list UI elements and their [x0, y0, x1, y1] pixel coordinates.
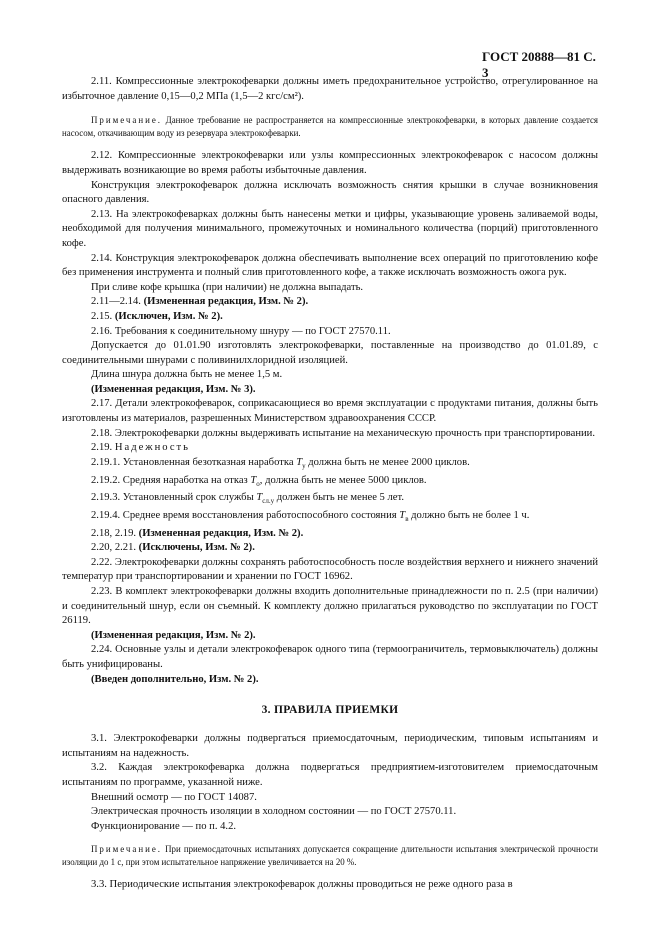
- text: , должна быть не менее 5000 циклов.: [259, 474, 427, 486]
- note-1-text: Данное требование не распространяется на компрессионные электрокофеварки, в которых давление создается насосом, откачивающим воду из резервуара электрокофеварки.: [62, 115, 598, 138]
- amend-text: (Измененная редакция, Изм. № 2).: [143, 296, 309, 308]
- clause-number: 2.20, 2.21.: [91, 542, 139, 554]
- clause-number: 2.15.: [91, 310, 115, 322]
- clause-2-19-3: [62, 491, 598, 509]
- document-body: [62, 72, 598, 892]
- clause-2-18-19-amend: [62, 527, 598, 542]
- test-function: Функционирование — по п. 4.2.: [91, 820, 237, 832]
- clause-3-2: 3.2. Каждая электрокофеварка должна подвергаться предприятием-изготовителем приемосдаточным испытаниям по программе, указанной ниже.: [62, 762, 598, 788]
- clause-2-13: 2.13. На электрокофеварках должны быть нанесены метки и цифры, указывающие уровень заливаемой воды, необходимой для получения минимального, промежуточных и номинального количества (порций) приготовленного кофе.: [62, 208, 598, 249]
- symbol: T: [250, 474, 257, 486]
- clause-2-20-21: [62, 541, 598, 556]
- clause-2-19-4: [62, 509, 598, 527]
- symbol: T: [256, 492, 263, 504]
- clause-2-23: 2.23. В комплект электрокофеварки должны входить дополнительные принадлежности по п. 2.5 (при наличии) и соединительный шнур, если он съемный. К комплекту должно прилагаться руководство по эксплуатации по ГОСТ 26119.: [62, 586, 598, 627]
- clause-2-15: [62, 310, 598, 325]
- clause-allowed: Допускается до 01.01.90 изготовлять электрокофеварки, поставленные на производство до 01.01.89, с соединительными шнурами с поливинилхлоридной изоляцией.: [62, 340, 598, 366]
- amend-vveden: (Введен дополнительно, Изм. № 2).: [91, 673, 259, 685]
- clause-3-3: 3.3. Периодические испытания электрокофеварок должны проводиться не реже одного раза в: [91, 878, 513, 890]
- clause-2-12: 2.12. Компрессионные электрокофеварки или узлы компрессионных электрокофеварок с насосом должны выдерживать возникающие во время работы избыточные давления.: [62, 150, 598, 176]
- note-2-label: Примечание.: [91, 844, 162, 855]
- clause-2-14: 2.14. Конструкция электрокофеварок должна обеспечивать выполнение всех операций по приготовлению кофе без применения инструмента и полный слив приготовленного кофе, а также исключать возможность ожога рук.: [62, 252, 598, 279]
- amend-izm-2: (Измененная редакция, Изм. № 2).: [91, 629, 256, 641]
- amend-number: 2.11—2.14.: [91, 296, 144, 308]
- test-visual: Внешний осмотр — по ГОСТ 14087.: [91, 791, 257, 803]
- subscript: о: [256, 479, 260, 488]
- text: должна быть не менее 2000 циклов.: [305, 456, 470, 468]
- clause-2-11-14-amend: [62, 295, 598, 310]
- clause-cord-length: Длина шнура должна быть не менее 1,5 м.: [91, 369, 283, 381]
- subscript: сл.у: [262, 497, 275, 506]
- text: 2.19.2. Средняя наработка на отказ: [91, 474, 251, 486]
- page-header: ГОСТ 20888—81 С. 3: [482, 49, 596, 80]
- subscript: в: [405, 515, 409, 524]
- text: 2.19.3. Установленный срок службы: [91, 492, 257, 504]
- clause-lid: При сливе кофе крышка (при наличии) не должна выпадать.: [91, 281, 364, 293]
- clause-construction: Конструкция электрокофеварок должна исключать возможность снятия крышки в случае возникновения опасного давления.: [62, 179, 598, 206]
- clause-2-18: 2.18. Электрокофеварки должны выдерживать испытание на механическую прочность при транспортировании.: [91, 427, 595, 439]
- note-1: [62, 114, 598, 139]
- amend-text: (Исключены, Изм. № 2).: [138, 542, 255, 554]
- clause-number: 2.19.: [91, 442, 115, 454]
- text: должно быть не более 1 ч.: [408, 509, 530, 521]
- note-1-label: Примечание.: [91, 115, 162, 126]
- text: должен быть не менее 5 лет.: [274, 492, 404, 504]
- clause-2-17: 2.17. Детали электрокофеварок, соприкасающиеся во время эксплуатации с продуктами питания, должны быть изготовлены из материалов, разрешенных Министерством здравоохранения СССР.: [62, 398, 598, 425]
- clause-2-16: 2.16. Требования к соединительному шнуру — по ГОСТ 27570.11.: [91, 325, 391, 337]
- text: 2.19.1. Установленная безотказная наработка: [91, 456, 297, 468]
- symbol: T: [399, 509, 406, 521]
- test-electric: Электрическая прочность изоляции в холодном состоянии — по ГОСТ 27570.11.: [91, 806, 457, 818]
- subscript: у: [302, 461, 306, 470]
- amend-number: 2.18, 2.19.: [91, 527, 139, 539]
- amend-izm-3: (Измененная редакция, Изм. № 3).: [91, 383, 256, 395]
- symbol: T: [296, 456, 303, 468]
- clause-2-19-1: [62, 456, 598, 474]
- clause-title: Надежность: [114, 442, 191, 454]
- clause-2-19-2: [62, 474, 598, 492]
- clause-2-24: 2.24. Основные узлы и детали электрокофеварок одного типа (термоограничитель, термовыключатель) должны быть унифицированы.: [62, 644, 598, 670]
- note-2: [62, 843, 598, 868]
- note-2-text: При приемосдаточных испытаниях допускается сокращение длительности испытания электрической прочности изоляции до 1 с, при этом испытательное напряжение увеличивается на 20 %.: [62, 844, 598, 867]
- clause-2-11: 2.11. Компрессионные электрокофеварки должны иметь предохранительное устройство, отрегулированное на избыточное давление 0,15—0,2 МПа (1,5—2 кгс/см²).: [62, 76, 598, 102]
- text: 2.19.4. Среднее время восстановления работоспособного состояния: [91, 509, 400, 521]
- section-3-title: 3. ПРАВИЛА ПРИЕМКИ: [261, 704, 399, 717]
- clause-2-19: [62, 441, 598, 456]
- clause-2-22: 2.22. Электрокофеварки должны сохранять работоспособность после воздействия верхнего и нижнего значений температур при транспортировании и хранении по ГОСТ 16962.: [62, 556, 598, 583]
- amend-text: (Исключен, Изм. № 2).: [114, 310, 223, 322]
- clause-3-1: 3.1. Электрокофеварки должны подвергаться приемосдаточным, периодическим, типовым испытаниям и испытаниям на надежность.: [62, 733, 598, 759]
- amend-text: (Измененная редакция, Изм. № 2).: [138, 527, 304, 539]
